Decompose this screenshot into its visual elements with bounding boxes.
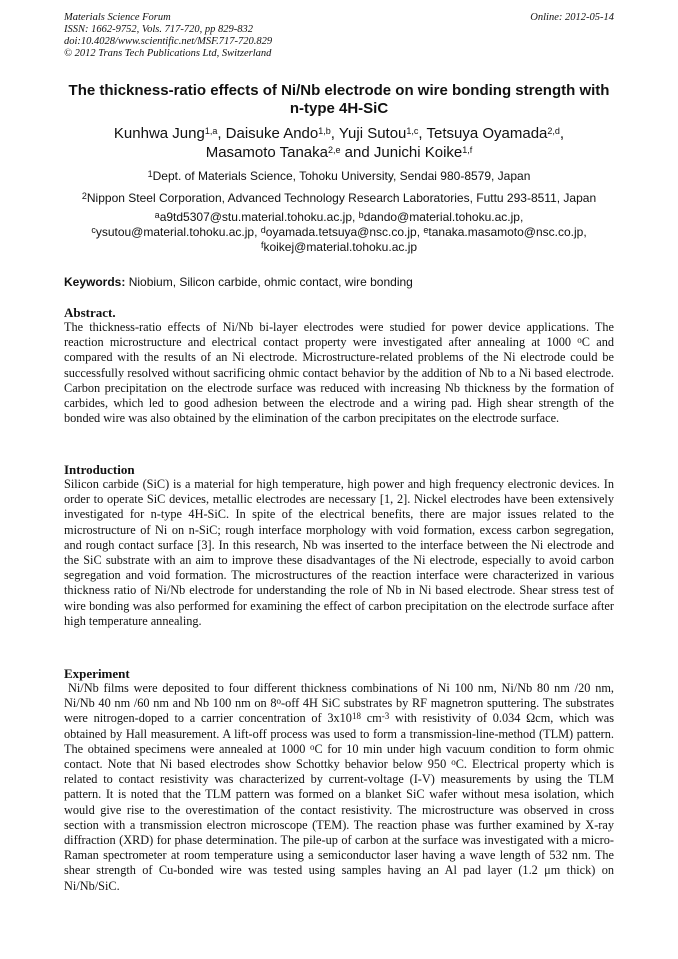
journal-name: Materials Science Forum: [64, 12, 171, 23]
keywords: [64, 275, 614, 290]
journal-header: [64, 12, 614, 60]
email-link[interactable]: tanaka.masamoto@nsc.co.jp: [428, 225, 584, 239]
experiment-heading: Experiment: [64, 666, 130, 681]
author-name: Yuji Sutou: [338, 125, 407, 142]
paper-title: The thickness-ratio effects of Ni/Nb electrode on wire bonding strength with n-type 4H-SiC: [68, 82, 610, 117]
affiliation: [60, 191, 618, 206]
author-sup: 1,c: [406, 126, 419, 136]
email-list: $^a$a9td5307@stu.material.tohoku.ac.jp, $^b$dando@material.tohoku.ac.jp, $^c$ysutou@material.tohoku.ac.jp, $^d$oyamada.tetsuya@nsc.co.jp, $^e$tanaka.masamoto@nsc.co.jp, $^f$koikej@material.tohoku.ac.jp: [91, 210, 587, 254]
abstract-heading: Abstract.: [64, 305, 116, 320]
affiliation-sup: 2: [81, 191, 87, 201]
author-name: Daisuke Ando: [225, 125, 319, 142]
experiment-text: Ni/Nb films were deposited to four different thickness combinations of Ni 100 nm, Ni/Nb 80 nm /20 nm, Ni/Nb 40 nm /60 nm and Nb 100 nm on 8$^o$-off 4H SiC substrates by RF magnetron sputtering. The substrates were nitrogen-doped to a carrier concentration of $3x10^{18}$ $cm^{-3}$ with resistivity of 0.034 Ωcm, which was obtained by Hall measurement. A lift-off process was used to form a transmission-line-method (TLM) pattern. The obtained specimens were annealed at 1000 $^o$C for 10 min under high vacuum condition to form ohmic contact. Note that Ni based electrodes show Schottky behavior below 950 $^o$C. Electrical property which is related to contact resistivity was characterized by current-voltage (I-V) measurements by using the TLM pattern. It is noted that the TLM pattern was formed on a blanket SiC wafer without mesa isolation, which would give rise to the overestimation of the contact resistivity. The microstructure was observed in cross section with a transmission electron microscope (TEM). The reaction phase was further examined by X-ray diffraction (XRD) for phase determination. The pile-up of carbon at the surface was investigated with a micro-Raman spectrometer at room temperature using a semiconductor laser having a wave length of 532 nm. The shear strength of Cu-bonded wire was tested using samples having an Al pad layer (1.2 μm thick) on Ni/Nb/SiC.: [64, 681, 615, 893]
email-link[interactable]: ysutou@material.tohoku.ac.jp: [95, 225, 255, 239]
issn: ISSN: 1662-9752, Vols. 717-720, pp 829-832: [64, 24, 253, 35]
author-sup: 2,d: [547, 126, 560, 136]
affiliation-text: Nippon Steel Corporation, Advanced Technology Research Laboratories, Futtu 293-8511, Japan: [86, 191, 597, 205]
author-name: Junichi Koike: [373, 144, 463, 161]
author-sup: 1,f: [462, 145, 473, 155]
keywords-label: Keywords:: [64, 275, 126, 289]
doi: doi:10.4028/www.scientific.net/MSF.717-720.829: [64, 36, 273, 47]
email-link[interactable]: oyamada.tetsuya@nsc.co.jp: [265, 225, 417, 239]
online-date: Online: 2012-05-14: [530, 12, 614, 23]
author-name: Masamoto Tanaka: [205, 144, 328, 161]
email-link[interactable]: dando@material.tohoku.ac.jp: [363, 210, 520, 224]
author-sup: 1,b: [318, 126, 331, 136]
email-link[interactable]: koikej@material.tohoku.ac.jp: [263, 240, 418, 254]
email-link[interactable]: a9td5307@stu.material.tohoku.ac.jp: [159, 210, 352, 224]
affiliation: [60, 169, 618, 184]
affiliation-text: Dept. of Materials Science, Tohoku University, Sendai 980-8579, Japan: [152, 169, 531, 183]
copyright: © 2012 Trans Tech Publications Ltd, Switzerland: [64, 48, 272, 59]
introduction-text: Silicon carbide (SiC) is a material for high temperature, high power and high frequency electronic devices. In order to operate SiC devices, metallic electrodes are necessary [1, 2]. Nickel electrodes have been extensively investigated for n-type 4H-SiC. In spite of the electrical benefits, there are major issues related to the microstructure of Ni on n-SiC; rough interface morphology with void formation, excess carbon segregation, and rough contact surface [3]. In this research, Nb was inserted to the interface between the Ni electrode and the SiC substrate with an aim to improve these disadvantages of the Ni electrode, especially to avoid carbon segregation and void formation. The microstructures of the reaction interface were characterized in various thickness ratio of Ni/Nb electrode for understanding the role of Nb in Ni based electrode. Shear stress test of wire bonding was also performed for examining the effect of carbon precipitation on the electrode surface after high temperature annealing.: [64, 477, 614, 628]
keywords-text: Niobium, Silicon carbide, ohmic contact, wire bonding: [128, 275, 413, 289]
abstract-text: The thickness-ratio effects of Ni/Nb bi-layer electrodes were studied for power device applications. The reaction microstructure and electrical contact property were investigated after annealing at 1000 $^o$C and compared with the results of an Ni electrode. Microstructure-related problems of the Ni electrode could be successfully resolved without sacrificing ohmic contact behavior by the addition of Nb to a Ni based electrode. Carbon precipitation on the electrode surface was reduced with increasing Nb thickness by the formation of carbides, which led to good adhesion between the electrode and a wiring pad. High shear strength of the bonded wire was also obtained by the elimination of the carbon precipitates on the electrode surface.: [64, 320, 614, 426]
author-name: Tetsuya Oyamada: [426, 125, 548, 142]
introduction-heading: Introduction: [64, 462, 135, 477]
author-list: Kunhwa Jung$^{1,a}$, Daisuke Ando$^{1,b}$, Yuji Sutou$^{1,c}$, Tetsuya Oyamada$^{2,d}$, Masamoto Tanaka$^{2,e}$ and Junichi Koike$^{1,f}$: [113, 125, 565, 161]
author-sup: 2,e: [328, 145, 341, 155]
affiliation-sup: 1: [147, 169, 153, 179]
author-sup: 1,a: [204, 126, 218, 136]
author-name: Kunhwa Jung: [113, 125, 205, 142]
